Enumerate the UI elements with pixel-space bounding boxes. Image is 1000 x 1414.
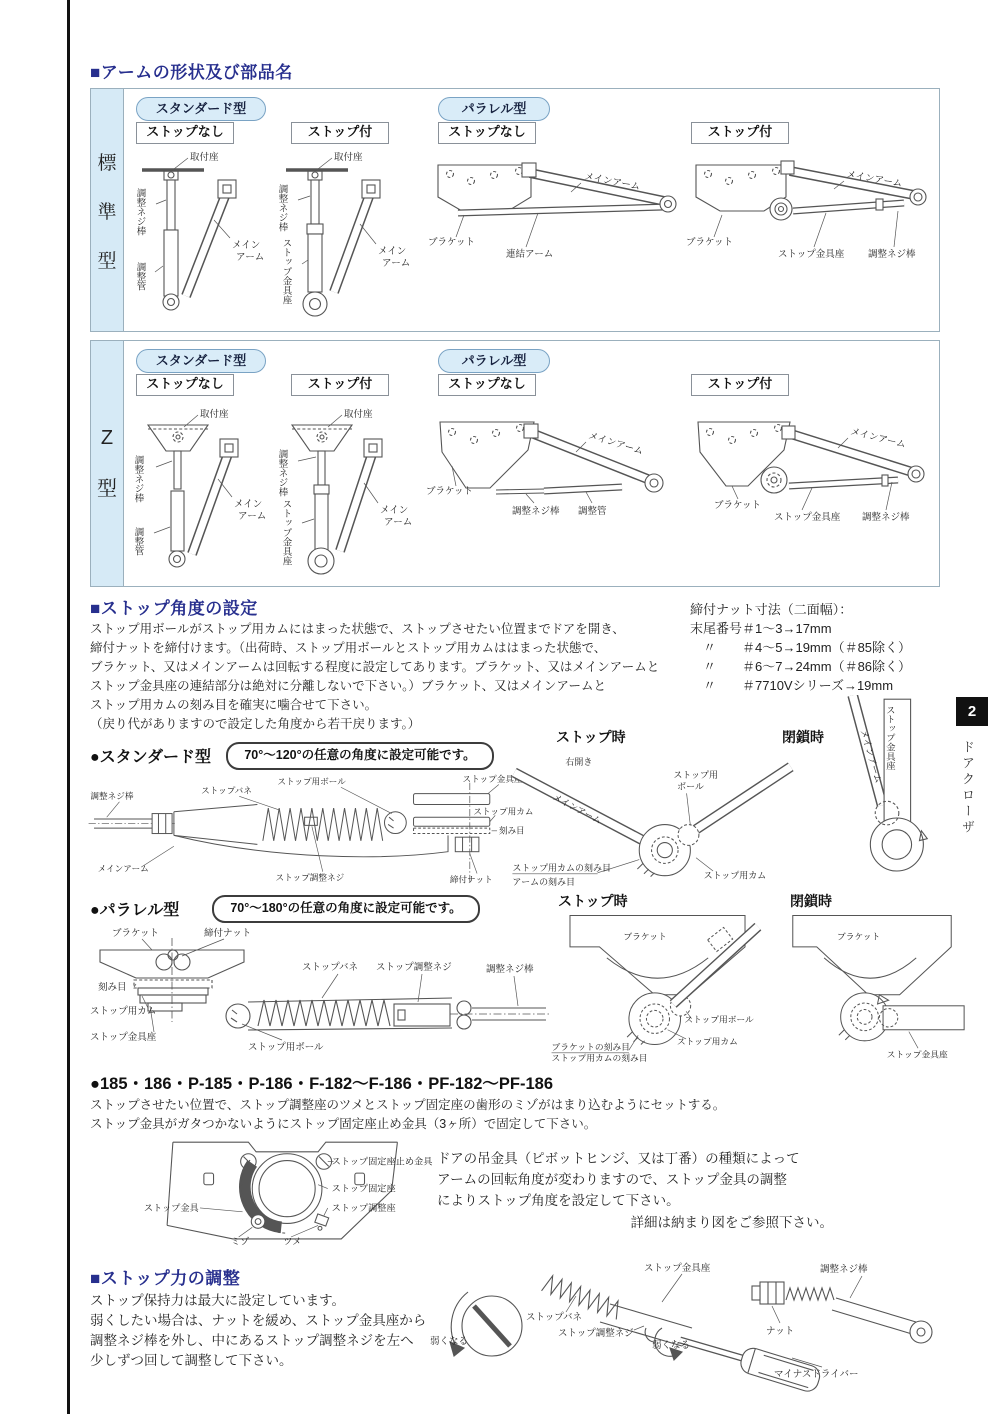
nut-dim-heading: 締付ナット寸法（二面幅）： [690, 602, 853, 617]
label-main-arm: メインアーム [849, 426, 907, 451]
label-main-arm: メイン [234, 499, 263, 510]
label-tighten-nut: 締付ナット [449, 874, 493, 885]
label-stop-cam: ストップ用カム [676, 1036, 738, 1047]
models-body [90, 1096, 970, 1134]
row-label-z [91, 341, 124, 586]
label-adjust-rod: 調整ネジ棒 [868, 249, 916, 260]
page-tab-number: 2 [956, 697, 988, 726]
label-stop-seat: ストップ金具座 [778, 249, 845, 260]
box-no-stop: ストップなし [438, 374, 536, 396]
label-main-arm: アーム [236, 252, 265, 263]
label-adjust-tube: 調整管 [132, 527, 144, 556]
body-line: ストップ金具がガタつかないようにストップ固定座止め金具（3ヶ所）で固定して下さい。 [90, 1117, 597, 1131]
range-parallel: 70°～180°の任意の角度に設定可能です。 [212, 895, 480, 923]
row-label-standard [91, 89, 124, 331]
diagram-parallel-stop-mechanism [90, 922, 550, 1062]
label-claw: ツメ [283, 1236, 302, 1247]
body-line: 少しずつ回して調整して下さい。 [90, 1353, 293, 1368]
label-adjust-rod: 調整ネジ棒 [132, 455, 144, 503]
nut-dim-line: 〃 ＃7710Vシリーズ→19mm [690, 678, 894, 693]
label-bracket-notch: ブラケットの刻み目 [551, 1042, 630, 1053]
label-stop-ball: ボール [677, 781, 704, 792]
pill-standard-arm: スタンダード型 [136, 349, 266, 373]
label-stop-ball: ストップ用ボール [277, 776, 346, 787]
label-bracket: ブラケット [836, 931, 881, 942]
models-note [437, 1148, 837, 1211]
label-main-arm: メイン [378, 246, 407, 257]
label-stop-seat: ストップ金具座 [886, 1049, 948, 1060]
label-main-arm: メインアーム [583, 171, 642, 193]
diagram-parallel-stop-state [545, 910, 770, 1062]
label-stop-seat: ストップ金具座 [280, 499, 292, 566]
label-weaken: 弱くなる [430, 1336, 469, 1347]
label-adjust-tube: 調整管 [134, 262, 146, 291]
label-notch: 刻み目 [498, 825, 525, 836]
pill-parallel-arm: パラレル型 [438, 349, 550, 373]
diagram-parallel-closed-state [772, 910, 972, 1062]
label-bracket: ブラケット [686, 237, 734, 248]
body-line: 弱くしたい場合は、ナットを緩め、ストップ金具座から [90, 1313, 427, 1328]
label-main-arm: メインアーム [845, 169, 904, 190]
label-stop-adjust-screw: ストップ調整ネジ [376, 962, 452, 973]
box-no-stop: ストップなし [136, 122, 234, 144]
diagram-z-standard-stop [266, 399, 426, 584]
page-tab-label: ドアクローザ [960, 740, 975, 836]
note-line: アームの回転角度が変わりますので、ストップ金具の調整 [437, 1172, 787, 1187]
body-line: 締付ナットを締付けます。（出荷時、ストップ用ボールとストップ用カムははまった状態で、 [90, 641, 607, 655]
label-adjust-rod: 調整ネジ棒 [90, 791, 134, 802]
pill-standard-arm: スタンダード型 [136, 97, 266, 121]
label-notch: 刻み目 [98, 982, 127, 993]
label-stop-seat: ストップ金具座 [644, 1263, 711, 1274]
label-mount: 取付座 [344, 409, 373, 420]
left-margin-rule [67, 0, 70, 1414]
diagram-standard-parallel-nostop [426, 151, 686, 261]
diagram-z-standard-nostop [126, 399, 276, 584]
stop-force-body [90, 1291, 440, 1371]
label-stop-fitting: ストップ金具 [143, 1202, 199, 1213]
diagram-z-parallel-stop [686, 406, 936, 526]
label-stop-adjust-screw: ストップ調整ネジ [558, 1328, 634, 1339]
label-weaken: 弱くなる [652, 1340, 691, 1351]
label-stop-spring: ストップバネ [201, 785, 252, 796]
body-line: ストップ用カムの刻み目を確実に噛合せて下さい。 [90, 698, 378, 712]
row-label-char: 準 [97, 201, 117, 223]
section-title-stop-force: ■ストップ力の調整 [90, 1269, 241, 1288]
pill-parallel-arm: パラレル型 [438, 97, 550, 121]
label-main-arm: メインアーム [551, 791, 604, 826]
bullet-standard-type: ●スタンダード型 [90, 749, 212, 766]
label-adjust-tube: 調整管 [578, 506, 607, 517]
note-line: によりストップ角度を設定して下さい。 [437, 1193, 680, 1208]
box-no-stop: ストップなし [136, 374, 234, 396]
diagram-standard-stop-state [505, 746, 800, 888]
label-bracket: ブラケット [426, 486, 474, 497]
row-label-char: 型 [97, 477, 117, 500]
label-stop-spring: ストップバネ [526, 1312, 582, 1323]
label-main-arm: メインアーム [97, 863, 149, 874]
label-stop-cam: ストップ用カム [90, 1006, 157, 1017]
label-cam-notch: ストップ用カムの刻み目 [512, 862, 611, 873]
label-bracket: ブラケット [714, 500, 762, 511]
label-adjust-seat: ストップ調整座 [331, 1202, 396, 1213]
label-main-arm: メイン [380, 505, 409, 516]
label-stop-cam: ストップ用カム [473, 806, 534, 817]
state-closed-title: 閉鎖時 [782, 729, 824, 745]
label-right-open: 右開き [565, 756, 593, 767]
diagram-standard-standard-nostop [126, 144, 276, 324]
body-line: 調整ネジ棒を外し、中にあるストップ調整ネジを左へ [90, 1333, 414, 1348]
diagram-z-parallel-nostop [426, 406, 686, 526]
box-no-stop: ストップなし [438, 122, 536, 144]
label-adjust-rod: 調整ネジ棒 [276, 449, 288, 497]
label-mount: 取付座 [190, 152, 219, 163]
box-with-stop: ストップ付 [691, 122, 789, 144]
label-nut: ナット [766, 1326, 795, 1337]
diagram-stop-force-adjustment [430, 1256, 950, 1406]
label-mount: 取付座 [200, 409, 229, 420]
label-stop-ball: ストップ用ボール [684, 1014, 754, 1025]
range-standard: 70°～120°の任意の角度に設定可能です。 [226, 742, 494, 770]
diagram-standard-standard-stop [266, 144, 426, 324]
label-fix-seat-stopper: ストップ固定座止め金具 [331, 1156, 433, 1167]
row-label-char: Z [100, 426, 114, 449]
row-label-char: 標 [97, 152, 117, 174]
nut-dim-line: 〃 ＃6～7→24mm（＃86除く） [690, 659, 912, 674]
label-stop-adjust-screw: ストップ調整ネジ [275, 872, 345, 883]
table-standard-type [90, 88, 940, 332]
state-stop-title: ストップ時 [558, 893, 628, 909]
label-arm-notch: アームの刻み目 [512, 877, 576, 888]
label-adjust-rod: 調整ネジ棒 [862, 512, 910, 523]
body-line: ストップ用ボールがストップ用カムにはまった状態で、ストップさせたい位置までドアを開き、 [90, 622, 625, 636]
label-stop-ball: ストップ用 [673, 770, 718, 781]
label-stop-seat: ストップ金具座 [884, 705, 895, 771]
label-link-arm: 連結アーム [506, 249, 554, 260]
bullet-parallel-type: ●パラレル型 [90, 902, 180, 919]
label-tighten-nut: 締付ナット [204, 928, 252, 939]
nut-dim-line: 末尾番号＃1～3→17mm [690, 621, 832, 636]
label-fix-seat: ストップ固定座 [331, 1183, 396, 1194]
body-line: （戻り代がありますので設定した角度から若干戻ります。） [90, 717, 421, 731]
label-adjust-rod: 調整ネジ棒 [276, 184, 288, 232]
table-z-type [90, 340, 940, 587]
diagram-standard-parallel-stop [686, 151, 936, 261]
box-with-stop: ストップ付 [291, 122, 389, 144]
nut-dim-line: 〃 ＃4～5→19mm（＃85除く） [690, 640, 912, 655]
note-line: ドアの吊金具（ピボットヒンジ、又は丁番）の種類によって [437, 1151, 800, 1166]
box-with-stop: ストップ付 [291, 374, 389, 396]
state-stop-title: ストップ時 [556, 729, 626, 745]
label-main-arm: メインアーム [858, 728, 884, 785]
label-bracket: ブラケット [112, 928, 160, 939]
label-stop-cam: ストップ用カム [703, 870, 767, 881]
state-closed-title: 閉鎖時 [790, 893, 832, 909]
label-stop-ball: ストップ用ボール [248, 1042, 324, 1053]
body-line: ブラケット、又はメインアームは回転する程度に設定してあります。ブラケット、又はメインアームと [90, 660, 660, 674]
models-note-right: 詳細は納まり図をご参照下さい。 [630, 1215, 833, 1230]
body-line: ストップ金具座の連結部分は絶対に分離しないで下さい。）ブラケット、又はメインアームと [90, 679, 607, 693]
models-title: ●185・186・P-185・P-186・F-182～F-186・PF-182～PF-186 [90, 1075, 554, 1093]
label-stop-seat: ストップ金具座 [90, 1032, 157, 1043]
row-label-char: 型 [97, 250, 117, 272]
label-main-arm: アーム [382, 258, 411, 269]
stop-angle-body [90, 620, 690, 734]
diagram-standard-closed-state [835, 695, 943, 887]
label-stop-seat: ストップ金具座 [462, 773, 523, 784]
box-with-stop: ストップ付 [691, 374, 789, 396]
nut-dimension-note [690, 600, 960, 695]
diagram-stop-fixing-seat [140, 1136, 440, 1248]
label-groove: ミゾ [230, 1236, 250, 1247]
label-mount: 取付座 [334, 152, 363, 163]
label-main-arm: アーム [384, 517, 413, 528]
label-screwdriver: マイナスドライバー [774, 1369, 859, 1380]
diagram-standard-stop-mechanism [88, 770, 543, 888]
body-line: ストップ保持力は最大に設定しています。 [90, 1293, 346, 1308]
label-main-arm: メイン [232, 240, 261, 251]
section-title-arm-shapes: ■アームの形状及び部品名 [90, 63, 293, 82]
label-cam-notch: ストップ用カムの刻み目 [551, 1053, 648, 1062]
section-title-stop-angle: ■ストップ角度の設定 [90, 599, 258, 618]
label-stop-seat: ストップ金具座 [280, 238, 292, 305]
label-bracket: ブラケット [428, 237, 476, 248]
label-adjust-rod: 調整ネジ棒 [486, 964, 534, 975]
label-adjust-rod: 調整ネジ棒 [820, 1264, 868, 1275]
body-line: ストップさせたい位置で、ストップ調整座のツメとストップ固定座の歯形のミゾがはまり込むようにセットする。 [90, 1098, 726, 1112]
label-stop-seat: ストップ金具座 [774, 512, 841, 523]
label-adjust-rod: 調整ネジ棒 [512, 506, 560, 517]
label-adjust-rod: 調整ネジ棒 [134, 188, 146, 236]
label-main-arm: アーム [238, 511, 267, 522]
label-main-arm: メインアーム [587, 430, 645, 458]
label-stop-spring: ストップバネ [302, 962, 358, 973]
label-bracket: ブラケット [623, 931, 667, 942]
